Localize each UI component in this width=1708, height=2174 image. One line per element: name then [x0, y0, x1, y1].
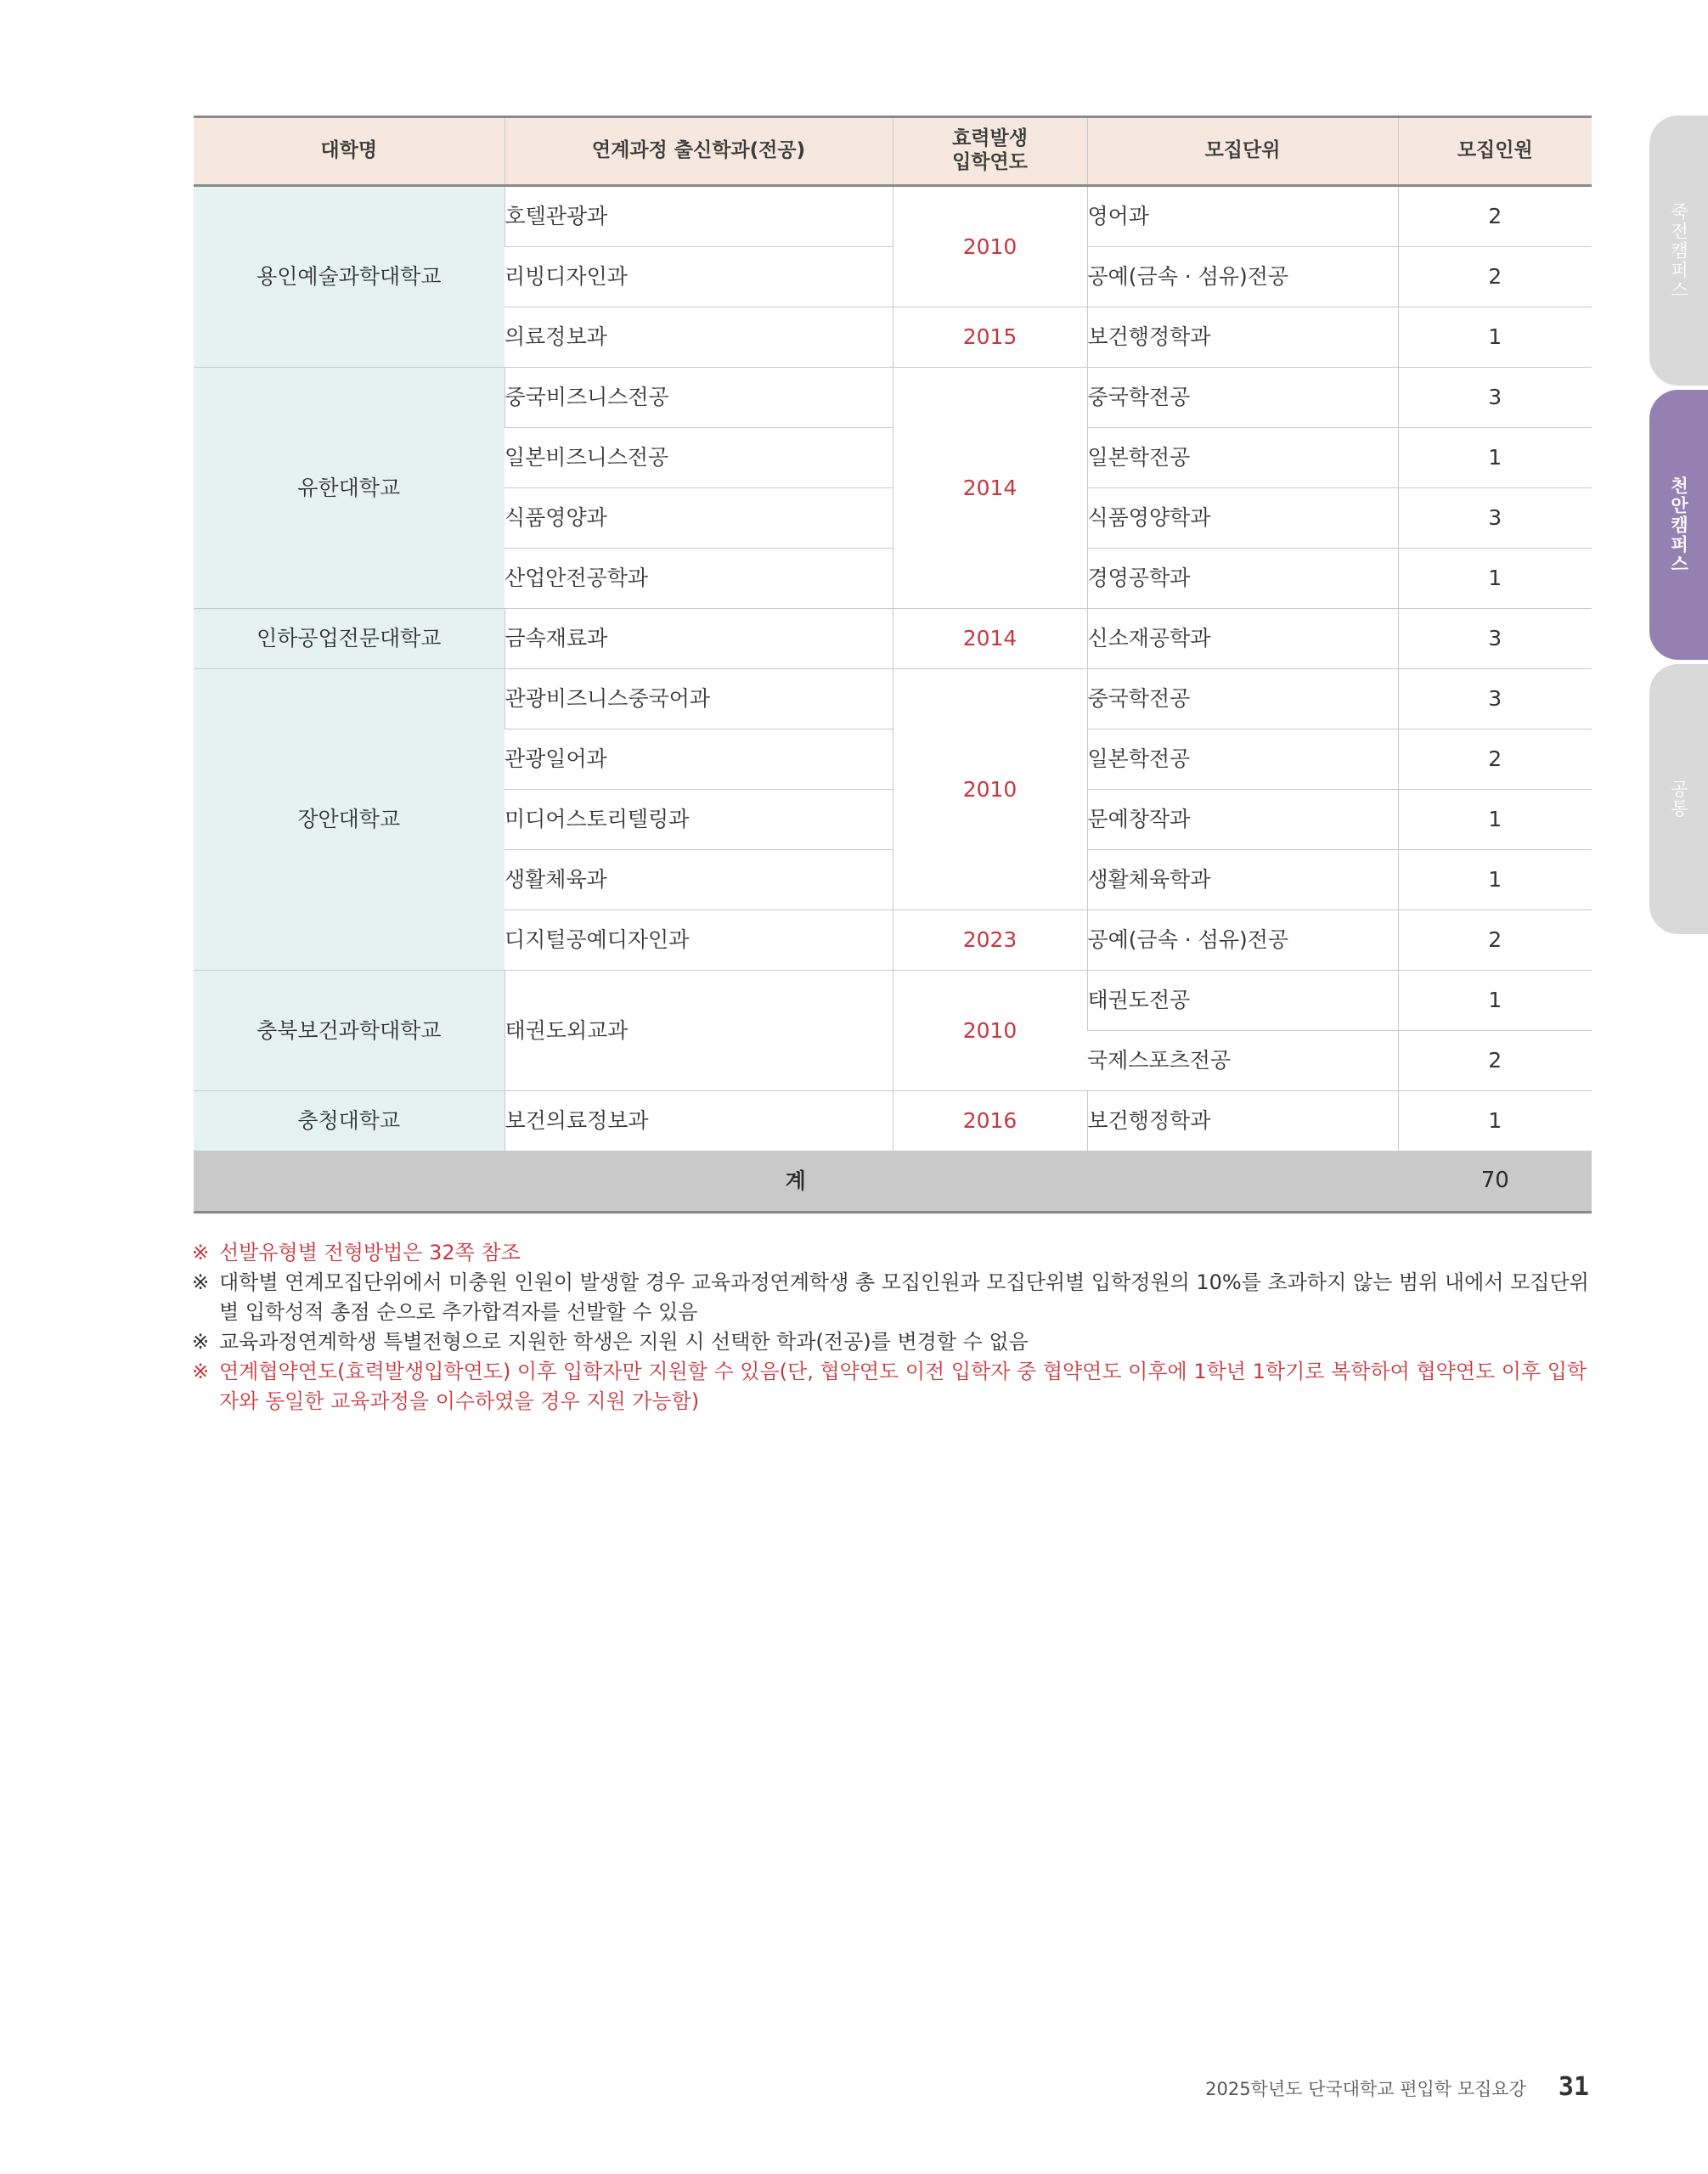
unit-cell: 일본학전공 [1087, 729, 1398, 790]
tab-common[interactable] [1649, 664, 1708, 934]
note-item [192, 1238, 1602, 1268]
dept-cell: 미디어스토리텔링과 [505, 790, 893, 850]
unit-cell: 일본학전공 [1087, 428, 1398, 488]
unit-cell: 생활체육학과 [1087, 850, 1398, 910]
university-cell: 충청대학교 [194, 1091, 505, 1152]
unit-cell: 중국학전공 [1087, 368, 1398, 428]
header-university: 대학명 [194, 117, 505, 186]
note-item [192, 1357, 1602, 1416]
dept-cell: 식품영양과 [505, 488, 893, 549]
quota-cell: 3 [1398, 488, 1592, 549]
university-cell: 인하공업전문대학교 [194, 609, 505, 669]
university-cell: 유한대학교 [194, 368, 505, 609]
dept-cell: 관광비즈니스중국어과 [505, 669, 893, 729]
note-text: 교육과정연계학생 특별전형으로 지원한 학생은 지원 시 선택한 학과(전공)를 변경할 수 없음 [219, 1330, 1029, 1354]
quota-cell: 2 [1398, 910, 1592, 971]
year-cell: 2015 [893, 307, 1087, 368]
unit-cell: 문예창작과 [1087, 790, 1398, 850]
quota-cell: 1 [1398, 850, 1592, 910]
note-mark: ※ [192, 1270, 210, 1294]
total-label: 계 [194, 1152, 1398, 1213]
quota-cell: 3 [1398, 609, 1592, 669]
dept-cell: 의료정보과 [505, 307, 893, 368]
quota-cell: 2 [1398, 186, 1592, 247]
tab-label: 천안캠퍼스 [1668, 476, 1689, 574]
unit-cell: 보건행정학과 [1087, 307, 1398, 368]
quota-cell: 1 [1398, 307, 1592, 368]
table-row [194, 971, 1592, 1031]
dept-cell: 태권도외교과 [505, 971, 893, 1091]
note-mark: ※ [192, 1330, 210, 1354]
year-cell: 2010 [893, 971, 1087, 1091]
table-row [194, 1091, 1592, 1152]
dept-cell: 일본비즈니스전공 [505, 428, 893, 488]
tab-label: 공통 [1668, 780, 1689, 819]
tab-jukjeon-campus[interactable] [1649, 115, 1708, 386]
total-row [194, 1152, 1592, 1213]
notes-section [192, 1238, 1602, 1416]
dept-cell: 산업안전공학과 [505, 549, 893, 609]
note-mark: ※ [192, 1241, 210, 1264]
year-cell: 2010 [893, 669, 1087, 910]
tab-label: 죽전캠퍼스 [1668, 201, 1689, 300]
dept-cell: 관광일어과 [505, 729, 893, 790]
quota-cell: 1 [1398, 1091, 1592, 1152]
campus-side-tabs [1649, 115, 1708, 938]
dept-cell: 호텔관광과 [505, 186, 893, 247]
table-row [194, 368, 1592, 428]
footer-title: 2025학년도 단국대학교 편입학 모집요강 [1205, 2079, 1526, 2099]
university-cell: 충북보건과학대학교 [194, 971, 505, 1091]
note-text: 선발유형별 전형방법은 32쪽 참조 [219, 1241, 521, 1264]
header-recruit-unit: 모집단위 [1087, 117, 1398, 186]
header-quota: 모집인원 [1398, 117, 1592, 186]
unit-cell: 공예(금속 · 섬유)전공 [1087, 910, 1398, 971]
dept-cell: 보건의료정보과 [505, 1091, 893, 1152]
header-effective-year-line1: 효력발생 [952, 127, 1028, 150]
unit-cell: 공예(금속 · 섬유)전공 [1087, 247, 1398, 307]
page-number: 31 [1558, 2072, 1589, 2102]
quota-cell: 2 [1398, 247, 1592, 307]
unit-cell: 태권도전공 [1087, 971, 1398, 1031]
year-cell: 2023 [893, 910, 1087, 971]
admissions-table-container [194, 115, 1592, 1214]
quota-cell: 2 [1398, 1031, 1592, 1091]
table-row [194, 186, 1592, 247]
year-cell: 2010 [893, 186, 1087, 307]
unit-cell: 식품영양학과 [1087, 488, 1398, 549]
dept-cell: 리빙디자인과 [505, 247, 893, 307]
year-cell: 2014 [893, 368, 1087, 609]
note-text: 대학별 연계모집단위에서 미충원 인원이 발생할 경우 교육과정연계학생 총 모집인원과 모집단위별 입학정원의 10%를 초과하지 않는 범위 내에서 모집단위별 입학성적 총점 순으로 추가합격자를 선발할 수 있음 [219, 1270, 1589, 1324]
header-source-dept: 연계과정 출신학과(전공) [505, 117, 893, 186]
quota-cell: 1 [1398, 790, 1592, 850]
total-value: 70 [1398, 1152, 1592, 1213]
unit-cell: 신소재공학과 [1087, 609, 1398, 669]
quota-cell: 1 [1398, 549, 1592, 609]
year-cell: 2016 [893, 1091, 1087, 1152]
quota-cell: 1 [1398, 971, 1592, 1031]
header-effective-year [893, 117, 1087, 186]
quota-cell: 1 [1398, 428, 1592, 488]
dept-cell: 디지털공예디자인과 [505, 910, 893, 971]
university-cell: 용인예술과학대학교 [194, 186, 505, 368]
quota-cell: 3 [1398, 669, 1592, 729]
table-row [194, 609, 1592, 669]
unit-cell: 경영공학과 [1087, 549, 1398, 609]
university-cell: 장안대학교 [194, 669, 505, 971]
table-row [194, 669, 1592, 729]
note-mark: ※ [192, 1360, 210, 1383]
year-cell: 2014 [893, 609, 1087, 669]
quota-cell: 2 [1398, 729, 1592, 790]
note-item [192, 1327, 1602, 1357]
note-text: 연계협약연도(효력발생입학연도) 이후 입학자만 지원할 수 있음(단, 협약연도 이전 입학자 중 협약연도 이후에 1학년 1학기로 복학하여 협약연도 이후 입학자와 동일한 교육과정을 이수하였을 경우 지원 가능함) [219, 1360, 1587, 1413]
quota-cell: 3 [1398, 368, 1592, 428]
note-item [192, 1268, 1602, 1327]
dept-cell: 금속재료과 [505, 609, 893, 669]
unit-cell: 보건행정학과 [1087, 1091, 1398, 1152]
dept-cell: 중국비즈니스전공 [505, 368, 893, 428]
page-footer [1205, 2072, 1589, 2102]
unit-cell: 영어과 [1087, 186, 1398, 247]
admissions-table [194, 115, 1592, 1214]
unit-cell: 중국학전공 [1087, 669, 1398, 729]
table-header-row [194, 117, 1592, 186]
dept-cell: 생활체육과 [505, 850, 893, 910]
unit-cell: 국제스포츠전공 [1087, 1031, 1398, 1091]
tab-cheonan-campus[interactable] [1649, 390, 1708, 660]
header-effective-year-line2: 입학연도 [952, 151, 1028, 173]
